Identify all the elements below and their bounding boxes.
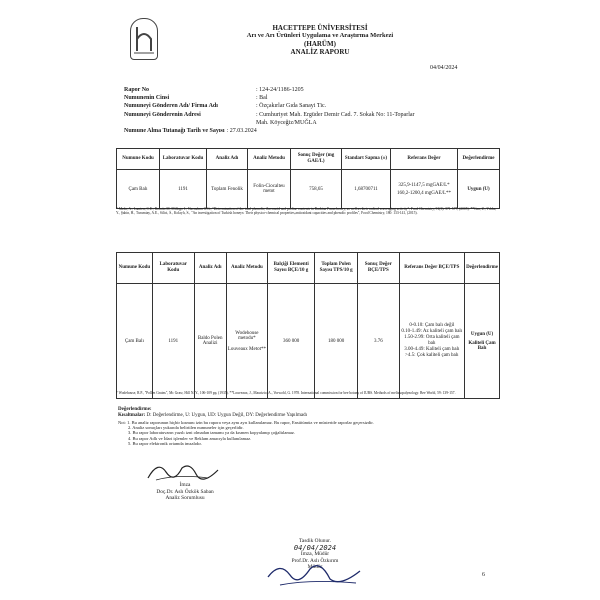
cell-lab-code: 1191 [160, 170, 207, 209]
cell-method: Wodehouse metodu* Louveaux Metot** [226, 284, 268, 399]
report-info [124, 86, 415, 135]
note-item: Not: 1. Bu analiz raporunun hiçbir kısmını izin bu rapora veya aynı ayrı kullanılamaz. Bu rapor, Enstitümüz ve müsteride raporlar geçersizdir. [118, 419, 374, 425]
left-signature-scribble [138, 458, 228, 484]
cell-sample: Çam Balı [117, 284, 153, 399]
evaluation-title: Değerlendirme: [118, 407, 152, 412]
table-row [117, 284, 500, 399]
cell-reference: 0-0.10: Çam balı değil 0.10-1.49: Az kaliteli çam balı 1.50-2.99: Orta kaliteli çam balı 3.00-4.49: Kaliteli çam balı >4.5: Çok kaliteli çam balı [399, 284, 465, 399]
col-header: Toplam Polen Sayısı TPS/10 g [315, 253, 358, 284]
report-date: 04/04/2024 [430, 65, 458, 71]
col-header: Analiz Adı [194, 253, 226, 284]
cell-analysis: Toplam Fenolik [207, 170, 248, 209]
col-header: Analiz Metodu [226, 253, 268, 284]
col-header: Numune Kodu [117, 149, 160, 170]
center-name: Arı ve Arı Ürünleri Uygulama ve Araştırma Merkezi [246, 32, 394, 39]
right-signature-block: Tasdik Olunur. 04/04/2024 İmza, Müdür Prof.Dr. Aslı Özkırım Müdür [291, 538, 339, 571]
info-row: Numuneyi Gönderen Adı/ Firma Adı : Özçakırlar Gıda Sanayi Tic. [124, 103, 327, 110]
table-header-row [117, 149, 500, 170]
cell-sample: Çam Balı [117, 170, 160, 209]
cell-reference: 325,9-1147,5 mgGAE/L* 160,2-1200,4 mgGAE/L** [391, 170, 458, 209]
col-header: Numune Kodu [117, 253, 153, 284]
col-header: Değerlendirme [465, 253, 500, 284]
col-header: Referans Değer [391, 149, 458, 170]
col-header: Değerlendirme [458, 149, 500, 170]
col-header: Standart Sapma (±) [342, 149, 391, 170]
note-item: 4. Bu rapor Adlı ve İdari işlemler ve Reklam amacıyla kullanılamaz. [128, 435, 252, 441]
cell-bce: 360 000 [268, 284, 315, 399]
col-header: Sonuç Değer BÇE/TPS [358, 253, 399, 284]
page-number: 6 [482, 572, 485, 578]
report-page [110, 12, 502, 592]
info-row: Numune Alma Tutanağı Tarih ve Sayısı : 27.03.2024 [124, 128, 257, 135]
info-row: Mah. Köyceğiz/MUĞLA [256, 119, 317, 126]
col-header: Balçiği Elementi Sayısı BÇE/10 g [268, 253, 315, 284]
cell-lab-code: 1191 [152, 284, 194, 399]
table2-references: * Wodehouse, R.P., "Pollen Grains", Mc Graw, Hill N. Y., 106-109 pp, (1935). **Louveaux, J., Maurizio, A., Vorwohl, G. 1978. International commission for bee botany of IUBS. Methods of melissopalynology. Bee World, 59: 139-157. [116, 391, 456, 395]
left-signature-block: İmza Doç.Dr. Aslı Özkök Saban Analiz Sorumlusu [156, 482, 214, 502]
col-header: Analiz Metodu [248, 149, 291, 170]
center-abbr: (HARÜM) [304, 40, 336, 48]
note-item: 5. Bu rapor elektronik ortamda imzalıdır. [128, 441, 202, 447]
cell-analysis: Baldo Polen Analizi [194, 284, 226, 399]
cell-evaluation: Uygun (U) Kaliteli Çam Balı [465, 284, 500, 399]
note-item: 3. Bu rapor laboratuvarın yazılı izni olmadan tamamı ya da kısmen kopyalanıp çoğaltılamaz. [128, 430, 295, 436]
evaluation-section [118, 407, 498, 447]
col-header: Laboratuvar Kodu [152, 253, 194, 284]
col-header: Analiz Adı [207, 149, 248, 170]
col-header: Sonuç Değer (mg GAE/L) [291, 149, 342, 170]
phenolic-results-table [116, 148, 500, 209]
cell-method: Folin-Ciocalteu metot [248, 170, 291, 209]
table-row [117, 170, 500, 209]
report-title: ANALİZ RAPORU [290, 48, 350, 56]
table1-references: * Meda, A., Lamien, C.E., Romito M, Millogo J., Nacoulma O.G., "Determination of the total phenolic, flavonoid and proline contents in Burkina Fasan honey, as well as their radical scavenging activity", Food Chemistry, 91(3): 571-577, (2005). **Can, Z., Yıldız, Y., Şahin, H., Turumtay, A.E., Silici, S., Kolaylı, S., "An investigation of Turkish honeys: Their physico-chemical properties,antioxidant capacities and phenolic profiles", Food Chemistry, 180: 133-141, (2015). [116, 207, 497, 216]
abbreviations: Kısaltmalar: D: Değerlendirme, U: Uygun, UD: Uygun Değil, DY: Değerlendirme Yapılmadı [118, 413, 307, 419]
cell-result: 758,65 [291, 170, 342, 209]
cell-sd: 1,68700711 [342, 170, 391, 209]
pollen-results-table [116, 252, 500, 399]
cell-tps: 180 000 [315, 284, 358, 399]
info-row: Numunenin Cinsi : Bal [124, 95, 268, 102]
cell-result: 3.76 [358, 284, 399, 399]
cell-evaluation: Uygun (U) [458, 170, 500, 209]
info-row: Rapor No : 124-24/1186-1205 [124, 87, 304, 93]
col-header: Referans Değer BÇE/TPS [399, 253, 465, 284]
university-name: HACETTEPE ÜNİVERSİTESİ [272, 24, 368, 32]
note-item: 2. Analiz sonuçları yukarıda belirtilen numuneler için geçerlidir. [128, 425, 244, 430]
table-header-row [117, 253, 500, 284]
right-signature-scribble [260, 557, 370, 591]
info-row: Numuneyi Gönderenin Adresi : Cumhuriyet Mah. Ergüder Demir Cad. 7. Sokak No: 11-Toparlar [124, 111, 415, 118]
col-header: Laboratuvar Kodu [160, 149, 207, 170]
university-logo [130, 18, 158, 60]
